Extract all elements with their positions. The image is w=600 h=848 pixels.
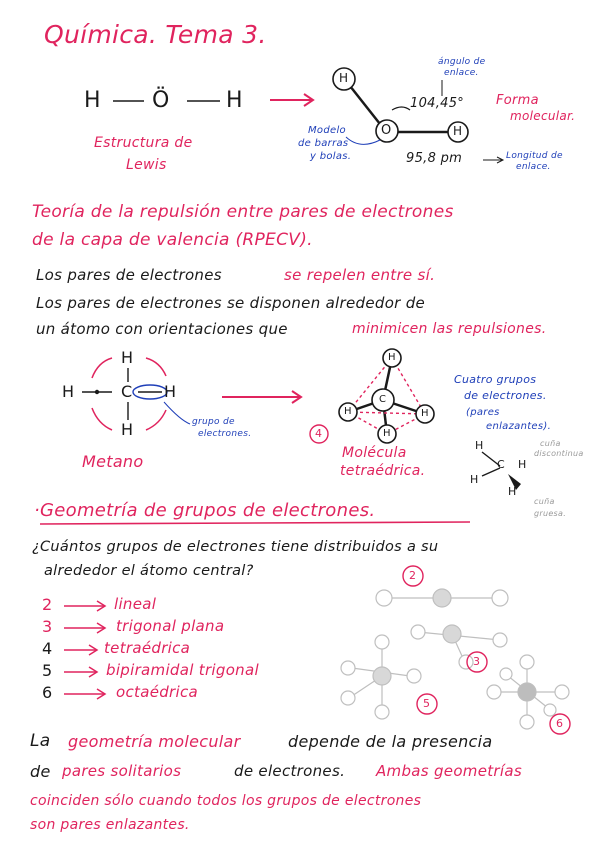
geometry-list-n-2: 4 — [42, 639, 53, 658]
geometry-circle-5: 5 — [423, 697, 430, 710]
tetra-circle-number: 4 — [315, 427, 322, 440]
geometry-list-name-2: tetraédrica — [104, 639, 191, 657]
geometry-heading: ·Geometría de grupos de electrones. — [34, 500, 376, 521]
conclusion-line1-c: depende de la presencia — [288, 732, 493, 751]
shape-label-line1: Forma — [496, 93, 539, 108]
water-h-label-1: H — [339, 71, 349, 85]
geometry-list-name-3: bipiramidal trigonal — [106, 661, 259, 679]
methane-h-left: H — [62, 382, 75, 401]
methane-h-top: H — [121, 348, 134, 367]
lewis-o: Ö — [152, 88, 170, 113]
lewis-h-right: H — [226, 88, 243, 113]
conclusion-line4: son pares enlazantes. — [30, 817, 190, 833]
conclusion-line2-b: pares solitarios — [62, 762, 182, 780]
model-label-line3: y bolas. — [310, 151, 352, 162]
rpecv-line2: de la capa de valencia (RPECV). — [32, 230, 313, 250]
water-h-label-2: H — [453, 124, 463, 138]
conclusion-line1-b: geometría molecular — [68, 732, 241, 751]
tetra-c: C — [379, 394, 386, 405]
wedge-c: C — [497, 458, 505, 471]
tetra-h-top: H — [388, 352, 396, 363]
page-title: Química. Tema 3. — [44, 20, 267, 49]
model-label-line2: de barras — [298, 138, 349, 149]
model-pointer — [346, 137, 380, 144]
four-groups-line3: (pares — [466, 407, 500, 418]
geometry-list-n-4: 6 — [42, 683, 53, 702]
pairs-line1-a: Los pares de electrones — [36, 266, 222, 284]
angle-arc — [392, 107, 410, 110]
wedge-h-bottom: H — [508, 485, 517, 498]
bond-length-value: 95,8 pm — [406, 151, 463, 166]
geometry-list-name-0: lineal — [114, 595, 157, 613]
bipyramidal-model — [341, 635, 421, 719]
four-groups-line4: enlazantes). — [486, 421, 552, 432]
wedge-label-1b: discontinua — [534, 449, 584, 458]
geometry-list-n-0: 2 — [42, 595, 53, 614]
geometry-question-line2: alrededor el átomo central? — [44, 563, 254, 579]
geometry-circle-2: 2 — [409, 569, 416, 582]
geometry-circle-6: 6 — [556, 717, 563, 730]
geometry-list-name-1: trigonal plana — [116, 617, 225, 635]
tetra-h-bottom: H — [383, 428, 391, 439]
tetra-label-line2: tetraédrica. — [340, 463, 426, 479]
pairs-line3-a: un átomo con orientaciones que — [36, 320, 288, 338]
tetra-label-line1: Molécula — [342, 445, 407, 461]
linear-model — [376, 589, 508, 607]
lewis-caption-line1: Estructura de — [94, 135, 193, 151]
conclusion-line2-c: de electrones. — [234, 762, 346, 780]
methane-h-bottom: H — [121, 420, 134, 439]
conclusion-line2-d: Ambas geometrías — [376, 762, 522, 780]
pairs-line1-b: se repelen entre sí. — [284, 266, 436, 284]
model-label-line1: Modelo — [308, 125, 346, 136]
conclusion-line2-a: de — [30, 762, 51, 781]
geometry-list-name-4: octaédrica — [116, 683, 199, 701]
methane-c: C — [121, 382, 133, 401]
trigonal-model — [411, 625, 507, 669]
angle-label-line1: ángulo de — [438, 57, 486, 67]
pairs-line2: Los pares de electrones se disponen alrededor de — [36, 294, 426, 312]
wedge-h-top: H — [475, 439, 484, 452]
wedge-label-2a: cuña — [534, 497, 555, 506]
wedge-label-2b: gruesa. — [534, 509, 567, 518]
water-o-label: O — [381, 123, 392, 138]
lewis-h-left: H — [84, 88, 101, 113]
geometry-list-n-1: 3 — [42, 617, 53, 636]
angle-value: 104,45° — [410, 96, 465, 111]
water-bond-1 — [350, 86, 380, 124]
rpecv-line1: Teoría de la repulsión entre pares de electrones — [32, 202, 454, 222]
four-groups-line1: Cuatro grupos — [454, 373, 537, 386]
methane-h-right: H — [164, 382, 177, 401]
group-label-line2: electrones. — [198, 429, 252, 439]
pairs-line3-b: minimicen las repulsiones. — [352, 321, 547, 337]
conclusion-line3: coinciden sólo cuando todos los grupos de electrones — [30, 793, 422, 809]
geometry-circle-3: 3 — [473, 655, 480, 668]
wedge-h-left: H — [470, 473, 479, 486]
tetra-h-right: H — [421, 408, 429, 419]
group-label-line1: grupo de — [192, 417, 235, 427]
four-groups-line2: de electrones. — [464, 389, 547, 402]
conclusion-line1-a: La — [30, 731, 51, 751]
bond-length-label-line2: enlace. — [516, 162, 551, 172]
wedge-h-right: H — [518, 458, 527, 471]
tetra-h-left: H — [344, 406, 352, 417]
shape-label-line2: molecular. — [510, 109, 576, 123]
methane-name: Metano — [82, 452, 144, 471]
geometry-question-line1: ¿Cuántos grupos de electrones tiene distribuidos a su — [32, 539, 439, 555]
bond-length-label-line1: Longitud de — [506, 151, 563, 161]
angle-label-line2: enlace. — [444, 68, 479, 78]
wedge-label-1a: cuña — [540, 439, 561, 448]
lewis-caption-line2: Lewis — [126, 157, 167, 173]
geometry-list-n-3: 5 — [42, 661, 53, 680]
